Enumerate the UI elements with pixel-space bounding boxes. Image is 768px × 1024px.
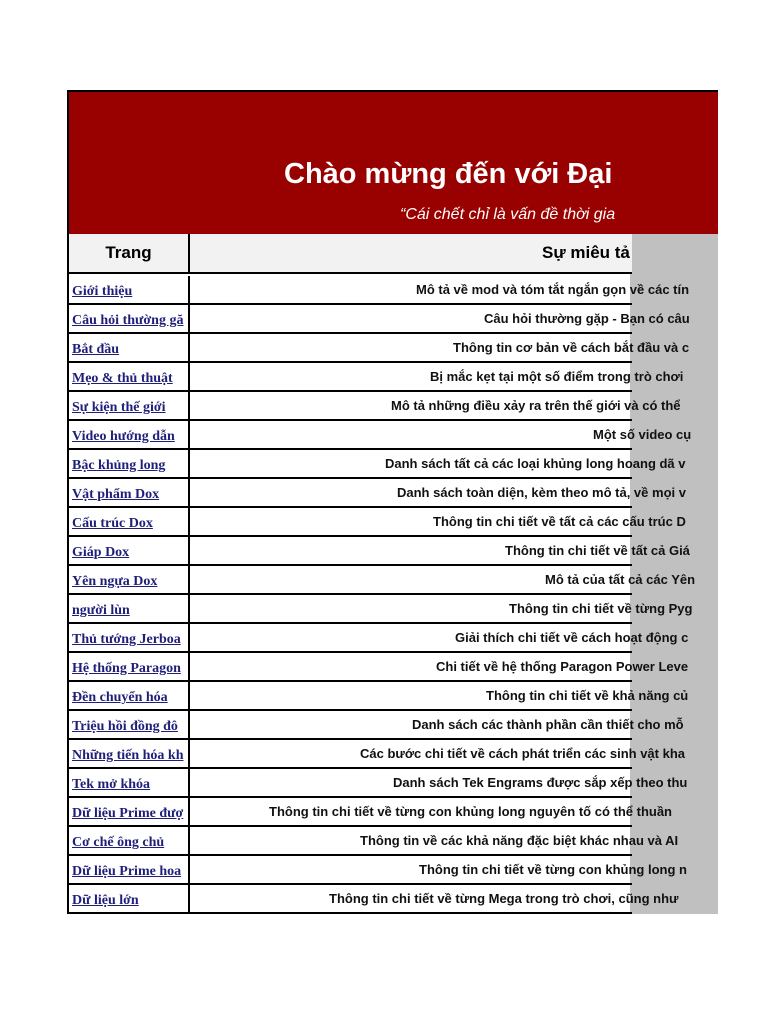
- table-row: [69, 827, 679, 856]
- spreadsheet: [67, 90, 718, 914]
- table-row: [69, 334, 690, 363]
- table-row: [69, 450, 686, 479]
- table-row: [69, 798, 672, 827]
- description-text: Thông tin chi tiết về từng Pyg: [509, 601, 693, 616]
- description-cell: [190, 450, 686, 477]
- page-cell: [69, 827, 190, 854]
- page-cell: [69, 566, 190, 593]
- page-link[interactable]: Những tiến hóa kh: [72, 748, 184, 763]
- description-text: Danh sách tất cả các loại khủng long hoang dã v: [385, 456, 686, 471]
- page-cell: [69, 276, 190, 303]
- description-cell: [190, 479, 686, 506]
- description-cell: [190, 537, 690, 564]
- page-link[interactable]: Tek mở khóa: [72, 777, 151, 792]
- description-cell: [190, 595, 693, 622]
- column-header-description-label: Sự miêu tả: [542, 243, 630, 262]
- page-cell: [69, 798, 190, 825]
- page-cell: [69, 479, 190, 506]
- description-cell: [190, 624, 689, 651]
- description-text: Giải thích chi tiết về cách hoạt động c: [455, 630, 689, 645]
- table-row: [69, 508, 686, 537]
- banner-title: Chào mừng đến với Đại: [284, 158, 613, 190]
- description-text: Các bước chi tiết về cách phát triển các sinh vật kha: [360, 746, 685, 761]
- description-cell: [190, 827, 679, 854]
- table-row: [69, 711, 684, 740]
- description-text: Thông tin chi tiết về tất cả Giá: [505, 543, 690, 558]
- column-header-description: [190, 234, 632, 274]
- description-text: Danh sách các thành phần cần thiết cho mỗ: [412, 717, 684, 732]
- table-row: [69, 421, 692, 450]
- page-cell: [69, 421, 190, 448]
- page-cell: [69, 595, 190, 622]
- description-text: Mô tả của tất cả các Yên: [545, 572, 696, 587]
- description-cell: [190, 363, 684, 390]
- page-link[interactable]: Hệ thống Paragon: [72, 661, 181, 676]
- description-text: Thông tin cơ bản về cách bắt đầu và c: [453, 340, 690, 355]
- page-cell: [69, 653, 190, 680]
- table-row: [69, 885, 679, 914]
- table-row: [69, 305, 690, 334]
- description-text: Một số video cụ: [593, 427, 692, 442]
- description-text: Bị mắc kẹt tại một số điểm trong trò chơi: [430, 369, 684, 384]
- page-link[interactable]: Bắt đầu: [72, 342, 120, 357]
- page-cell: [69, 769, 190, 796]
- description-text: Chi tiết về hệ thống Paragon Power Leve: [436, 659, 689, 674]
- page-link[interactable]: Đền chuyển hóa: [72, 690, 168, 705]
- page-link[interactable]: Giáp Dox: [72, 545, 130, 560]
- page-cell: [69, 392, 190, 419]
- page-link[interactable]: Triệu hồi đồng đô: [72, 719, 178, 734]
- description-text: Thông tin chi tiết về từng con khủng long n: [419, 862, 687, 877]
- description-text: Thông tin về các khả năng đặc biệt khác nhau và AI: [360, 833, 679, 848]
- banner-left-border: [67, 90, 69, 234]
- page-cell: [69, 363, 190, 390]
- description-text: Câu hỏi thường gặp - Bạn có câu: [484, 311, 690, 326]
- page-cell: [69, 740, 190, 767]
- description-cell: [190, 305, 690, 332]
- description-cell: [190, 798, 672, 825]
- page-link[interactable]: Cơ chế ông chủ: [72, 835, 165, 850]
- table-row: [69, 566, 696, 595]
- description-cell: [190, 276, 690, 303]
- page-link[interactable]: Cấu trúc Dox: [72, 516, 153, 531]
- banner-subtitle: “Cái chết chỉ là vấn đề thời gia: [400, 206, 616, 223]
- table-row: [69, 537, 690, 566]
- description-text: Danh sách Tek Engrams được sắp xếp theo thu: [393, 775, 688, 790]
- page-cell: [69, 624, 190, 651]
- column-header-page: Trang: [69, 234, 190, 274]
- page-link[interactable]: Dữ liệu Prime đượ: [72, 806, 184, 821]
- page-cell: [69, 305, 190, 332]
- description-cell: [190, 769, 688, 796]
- description-cell: [190, 508, 686, 535]
- description-text: Thông tin chi tiết về tất cả các cấu trúc D: [433, 514, 686, 529]
- description-cell: [190, 885, 679, 912]
- description-cell: [190, 334, 690, 361]
- page-cell: [69, 682, 190, 709]
- page-cell: [69, 537, 190, 564]
- page-link[interactable]: Dữ liệu Prime hoa: [72, 864, 182, 879]
- page-link[interactable]: Sự kiện thế giới: [72, 400, 166, 415]
- description-cell: [190, 566, 696, 593]
- description-text: Mô tả những điều xảy ra trên thế giới và có thể: [391, 398, 681, 413]
- page-link[interactable]: Yên ngựa Dox: [72, 574, 158, 589]
- page-cell: [69, 885, 190, 912]
- table-row: [69, 595, 693, 624]
- description-cell: [190, 740, 685, 767]
- description-cell: [190, 653, 689, 680]
- table-row: [69, 653, 689, 682]
- page-link[interactable]: Vật phẩm Dox: [72, 487, 160, 502]
- description-cell: [190, 711, 684, 738]
- description-text: Thông tin chi tiết về từng con khủng long nguyên tố có thể thuần: [269, 804, 672, 819]
- description-cell: [190, 392, 681, 419]
- table-row: [69, 740, 685, 769]
- welcome-banner: [67, 90, 718, 234]
- table-row: [69, 769, 688, 798]
- table-row: [69, 624, 689, 653]
- page-link[interactable]: Câu hỏi thường gă: [72, 313, 184, 328]
- page-link[interactable]: Mẹo & thủ thuật: [72, 371, 173, 386]
- page-link[interactable]: người lùn: [72, 603, 130, 618]
- page-link[interactable]: Thủ tướng Jerboa: [72, 632, 181, 647]
- description-cell: [190, 421, 692, 448]
- page-cell: [69, 711, 190, 738]
- description-cell: [190, 682, 689, 709]
- page-cell: [69, 450, 190, 477]
- description-text: Danh sách toàn diện, kèm theo mô tả, về mọi v: [397, 485, 686, 500]
- table-row: [69, 276, 690, 305]
- table-row: [69, 856, 687, 885]
- page-link[interactable]: Dữ liệu lớn: [72, 893, 139, 908]
- page-cell: [69, 508, 190, 535]
- table-row: [69, 682, 689, 711]
- table-row: [69, 479, 686, 508]
- description-text: Thông tin chi tiết về từng Mega trong trò chơi, cũng như: [329, 891, 679, 906]
- table-row: [69, 363, 684, 392]
- description-cell: [190, 856, 687, 883]
- contents-table: [67, 234, 696, 914]
- page-cell: [69, 334, 190, 361]
- page-cell: [69, 856, 190, 883]
- page-link[interactable]: Giới thiệu: [72, 284, 133, 299]
- page-link[interactable]: Video hướng dẫn: [72, 429, 175, 444]
- table-row: [69, 392, 681, 421]
- page-link[interactable]: Bậc khủng long: [72, 458, 166, 473]
- description-text: Thông tin chi tiết về khả năng củ: [486, 688, 689, 703]
- description-text: Mô tả về mod và tóm tắt ngắn gọn về các tín: [416, 282, 690, 297]
